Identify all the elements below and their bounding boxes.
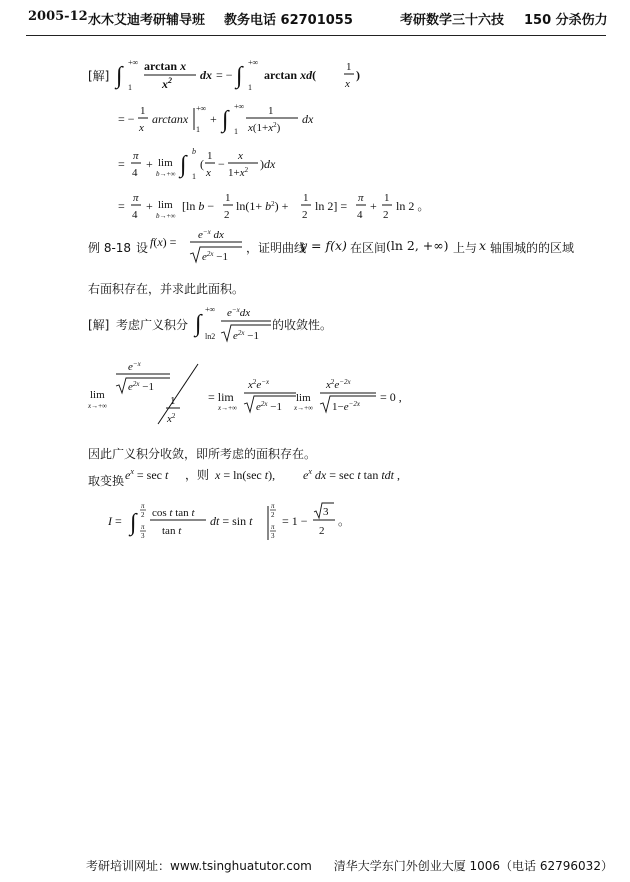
svg-text:1: 1 <box>207 150 213 162</box>
svg-text:x: x <box>139 122 144 134</box>
svg-text:2: 2 <box>271 511 275 519</box>
solution2-limit-formula-tail <box>296 356 416 436</box>
example-curve: y = f(x) <box>300 238 347 253</box>
svg-text:e−x: $e^{-x}$ <box>128 360 141 373</box>
svg-text:∫: ∫ <box>236 63 243 89</box>
svg-text:lim: lim <box>158 157 173 169</box>
svg-text:ln 2 。: ln 2 。 <box>396 199 430 213</box>
example-text-b: ，证明曲线 <box>246 241 307 255</box>
svg-text:+∞: +∞ <box>205 305 216 314</box>
svg-text:π: π <box>271 523 275 531</box>
svg-text:2: 2 <box>141 511 145 519</box>
svg-text:dx: dx <box>200 68 212 82</box>
svg-text:∫: ∫ <box>180 152 187 178</box>
svg-text:+: + <box>210 112 217 126</box>
svg-text:e−x dx: $e^{-x}$ dx <box>198 228 224 241</box>
svg-text:lim: lim <box>296 392 311 404</box>
svg-text:= 0 ,: = 0 , <box>380 390 402 404</box>
solution1-line1-formula <box>116 56 376 96</box>
svg-text:1: 1 <box>268 105 274 117</box>
svg-text:π: π <box>271 502 275 510</box>
svg-text:ln 2] =: ln 2] = <box>315 199 348 213</box>
example-text-a: 设 <box>136 241 149 255</box>
svg-text:。: 。 <box>338 514 351 528</box>
svg-text:1: 1 <box>248 83 252 92</box>
svg-text:x→+∞: x→+∞ <box>88 402 108 410</box>
svg-text:)dx: )dx <box>260 157 276 171</box>
svg-text:ln(1+ b2) +: $\ln(1+ b^2)$ + <box>236 199 289 213</box>
svg-text:b: b <box>192 147 196 156</box>
svg-text:1: 1 <box>128 83 132 92</box>
svg-text:x2: $x^2$ <box>162 76 172 91</box>
svg-text:2: 2 <box>224 209 230 221</box>
svg-text:ex = sec t: $e^x = \sec t$ <box>125 467 169 482</box>
svg-text:f(x) =: f(x) = <box>150 235 177 249</box>
svg-text:= −: = − <box>118 112 135 126</box>
solution2-intro: 考虑广义积分 <box>116 318 189 332</box>
svg-text:): ) <box>356 68 360 82</box>
svg-text:e2x −1: $e^{2x} -1$ <box>256 400 282 413</box>
header-book-title: 考研数学三十六技 <box>400 13 505 28</box>
header-date: 2005-12 <box>28 9 88 24</box>
svg-text:x2: $x^2$ <box>167 412 176 425</box>
solution2-suffix: 的收敛性。 <box>272 318 333 332</box>
svg-text:I =: I = <box>108 514 122 528</box>
svg-text:3: 3 <box>141 532 145 540</box>
solution2-substitution-text: 取变换 <box>88 474 125 488</box>
svg-text:lim: lim <box>158 199 173 211</box>
svg-text:4: 4 <box>132 167 138 179</box>
svg-text:b→+∞: b→+∞ <box>156 212 176 220</box>
svg-text:∫: ∫ <box>195 311 202 337</box>
svg-text:[ln b −: [ln b − <box>182 199 215 213</box>
header-slogan: 150 分杀伤力 <box>524 13 608 28</box>
svg-text:2: 2 <box>319 525 325 537</box>
svg-text:lim: lim <box>90 389 105 401</box>
svg-text:=: = <box>118 157 125 171</box>
svg-text:b→+∞: b→+∞ <box>156 170 176 178</box>
svg-text:x(1+x2): $x(1+x^2)$ <box>248 121 281 134</box>
svg-text:e2x −1: $e^{2x} -1$ <box>233 329 259 342</box>
svg-text:1: 1 <box>170 395 176 407</box>
svg-text:π: π <box>141 523 145 531</box>
svg-text:3: 3 <box>271 532 275 540</box>
page-header <box>28 9 608 28</box>
svg-text:π: π <box>358 192 364 204</box>
svg-text:arctan x: arctan x <box>144 59 187 73</box>
solution1-line4-formula <box>118 186 448 230</box>
solution1-line3-formula <box>118 144 358 188</box>
solution1-label: [解] <box>88 69 110 83</box>
svg-text:∫: ∫ <box>116 63 123 89</box>
svg-text:e2x −1: $e^{2x} -1$ <box>128 380 154 393</box>
svg-text:1: 1 <box>234 127 238 136</box>
example-text-e: 轴围城的的区域 <box>490 241 575 255</box>
solution2-label: [解] <box>88 318 110 332</box>
svg-text:π: π <box>133 150 139 162</box>
solution2-integral-formula <box>195 303 275 349</box>
example-axis: x <box>479 238 487 253</box>
svg-text:tan t: tan t <box>162 525 182 537</box>
svg-text:e−xdx: $e^{-x}dx$ <box>227 306 251 319</box>
svg-text:= lim: = lim <box>208 390 234 404</box>
svg-text:+∞: +∞ <box>196 104 207 113</box>
svg-text:= 1 −: = 1 − <box>282 514 308 528</box>
footer-address: 清华大学东门外创业大厦 1006（电话 62796032） <box>333 859 613 873</box>
svg-text:x: x <box>345 78 350 90</box>
svg-text:x: x <box>238 150 243 162</box>
svg-text:2: 2 <box>302 209 308 221</box>
svg-text:∫: ∫ <box>222 107 229 133</box>
solution2-substitution-formula <box>125 463 425 487</box>
header-divider <box>26 35 606 36</box>
svg-text:1: 1 <box>192 172 196 181</box>
svg-text:+∞: +∞ <box>128 58 139 67</box>
svg-text:1+x2: $1+x^2$ <box>228 166 249 179</box>
solution2-conclusion: 因此广义积分收敛，即所考虑的面积存在。 <box>88 447 317 461</box>
svg-text:1: 1 <box>225 192 231 204</box>
svg-text:+: + <box>370 199 377 213</box>
svg-text:ex dx = sec t tan tdt ,: $e^x$ dx = sec t tan tdt , <box>303 467 400 482</box>
svg-text:cos t tan t: cos t tan t <box>152 507 195 519</box>
example-function-formula <box>150 226 250 270</box>
svg-text:dx: dx <box>302 112 314 126</box>
solution1-line2-formula <box>118 100 358 142</box>
svg-text:arctan xd(: arctan xd( <box>264 68 317 82</box>
header-organization: 水木艾迪考研辅导班 <box>88 13 206 28</box>
example-text-d: 上与 <box>453 241 478 255</box>
svg-text:+: + <box>146 157 153 171</box>
svg-text:+∞: +∞ <box>234 102 245 111</box>
svg-text:−: − <box>218 157 225 171</box>
svg-text:+: + <box>146 199 153 213</box>
svg-text:=: = <box>118 199 125 213</box>
svg-text:1: 1 <box>196 125 200 134</box>
svg-text:1−e−2x: $1-e^{-2x}$ <box>332 400 360 413</box>
svg-text:4: 4 <box>357 209 363 221</box>
svg-text:1: 1 <box>384 192 390 204</box>
svg-text:x2e−2x: $x^2e^{-2x}$ <box>326 378 351 391</box>
svg-text:2: 2 <box>383 209 389 221</box>
svg-text:，则: ，则 <box>185 468 210 482</box>
example-interval: (ln 2, +∞) <box>386 238 449 253</box>
svg-text:arctanx: arctanx <box>152 112 189 126</box>
header-phone: 教务电话 62701055 <box>224 13 353 28</box>
example-text-c: 在区间 <box>350 241 387 255</box>
footer-website: 考研培训网址：www.tsinghuatutor.com <box>86 859 312 873</box>
svg-text:+∞: +∞ <box>248 58 259 67</box>
svg-text:π: π <box>133 192 139 204</box>
svg-text:x2e−x: $x^2e^{-x}$ <box>248 378 270 391</box>
svg-text:1: 1 <box>303 192 309 204</box>
svg-text:= −: = − <box>216 68 233 82</box>
solution2-result-formula <box>108 500 368 550</box>
svg-text:e2x −1: $e^{2x} -1$ <box>202 250 228 263</box>
svg-text:1: 1 <box>346 61 352 73</box>
svg-text:(: ( <box>200 157 204 171</box>
svg-text:π: π <box>141 502 145 510</box>
svg-text:x = ln(sec t),: x = ln(sec t), <box>215 468 276 482</box>
svg-text:dt = sin t: dt = sin t <box>210 514 253 528</box>
svg-text:3: 3 <box>323 506 329 518</box>
svg-text:x→+∞: x→+∞ <box>218 404 238 412</box>
svg-text:4: 4 <box>132 209 138 221</box>
example-line2: 右面积存在，并求此此面积。 <box>88 282 245 296</box>
page-footer <box>86 857 613 874</box>
svg-text:ln2: ln2 <box>205 332 216 341</box>
svg-text:x→+∞: x→+∞ <box>294 404 314 412</box>
example-label: 例 8-18 <box>88 241 132 255</box>
svg-text:∫: ∫ <box>130 510 137 536</box>
svg-text:1: 1 <box>140 105 146 117</box>
svg-text:x: x <box>206 167 211 179</box>
